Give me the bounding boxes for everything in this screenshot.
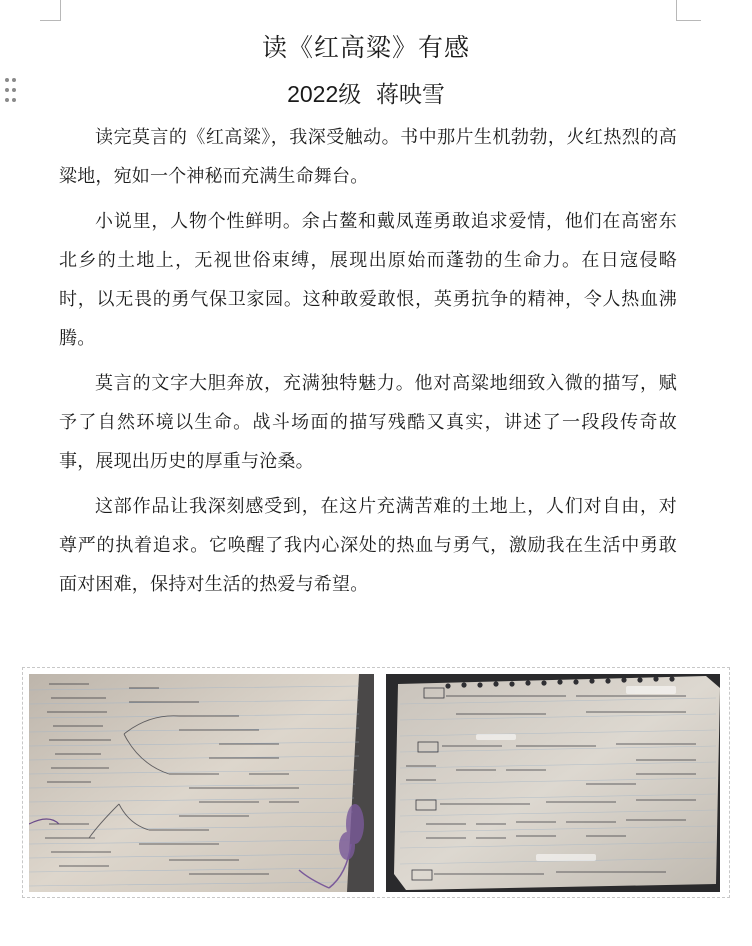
page-corner-mark-top-left xyxy=(40,0,61,21)
mind-map-photo-1[interactable] xyxy=(29,674,374,892)
paragraph-4: 这部作品让我深刻感受到，在这片充满苦难的土地上，人们对自由，对尊严的执着追求。它唤醒了我内心深处的热血与勇气，激励我在生活中勇敢面对困难，保持对生活的热爱与希望。 xyxy=(59,495,677,596)
essay-title: 读《红高粱》有感 xyxy=(261,33,470,62)
handwritten-notes-photo-icon xyxy=(386,674,720,892)
author-line xyxy=(0,76,732,109)
author-year: 2022 xyxy=(287,81,339,107)
author-grade: 级 xyxy=(338,82,362,108)
handwritten-notes-photo-icon xyxy=(29,674,374,892)
essay-body xyxy=(59,118,677,610)
page-corner-mark-top-right xyxy=(676,0,701,21)
paragraph-2: 小说里，人物个性鲜明。余占鳌和戴凤莲勇敢追求爱情，他们在高密东北乡的土地上，无视世俗束缚，展现出原始而蓬勃的生命力。在日寇侵略时，以无畏的勇气保卫家园。这种敢爱敢恨，英勇抗争的精神，令人热血沸腾。 xyxy=(59,210,677,350)
mind-map-photo-2[interactable] xyxy=(386,674,720,892)
paragraph-3: 莫言的文字大胆奔放，充满独特魅力。他对高粱地细致入微的描写，赋予了自然环境以生命。战斗场面的描写残酷又真实，讲述了一段段传奇故事，展现出历史的厚重与沧桑。 xyxy=(59,372,677,473)
author-name: 蒋映雪 xyxy=(375,82,445,108)
paragraph-1: 读完莫言的《红高粱》，我深受触动。书中那片生机勃勃，火红热烈的高粱地，宛如一个神秘而充满生命舞台。 xyxy=(59,127,677,188)
